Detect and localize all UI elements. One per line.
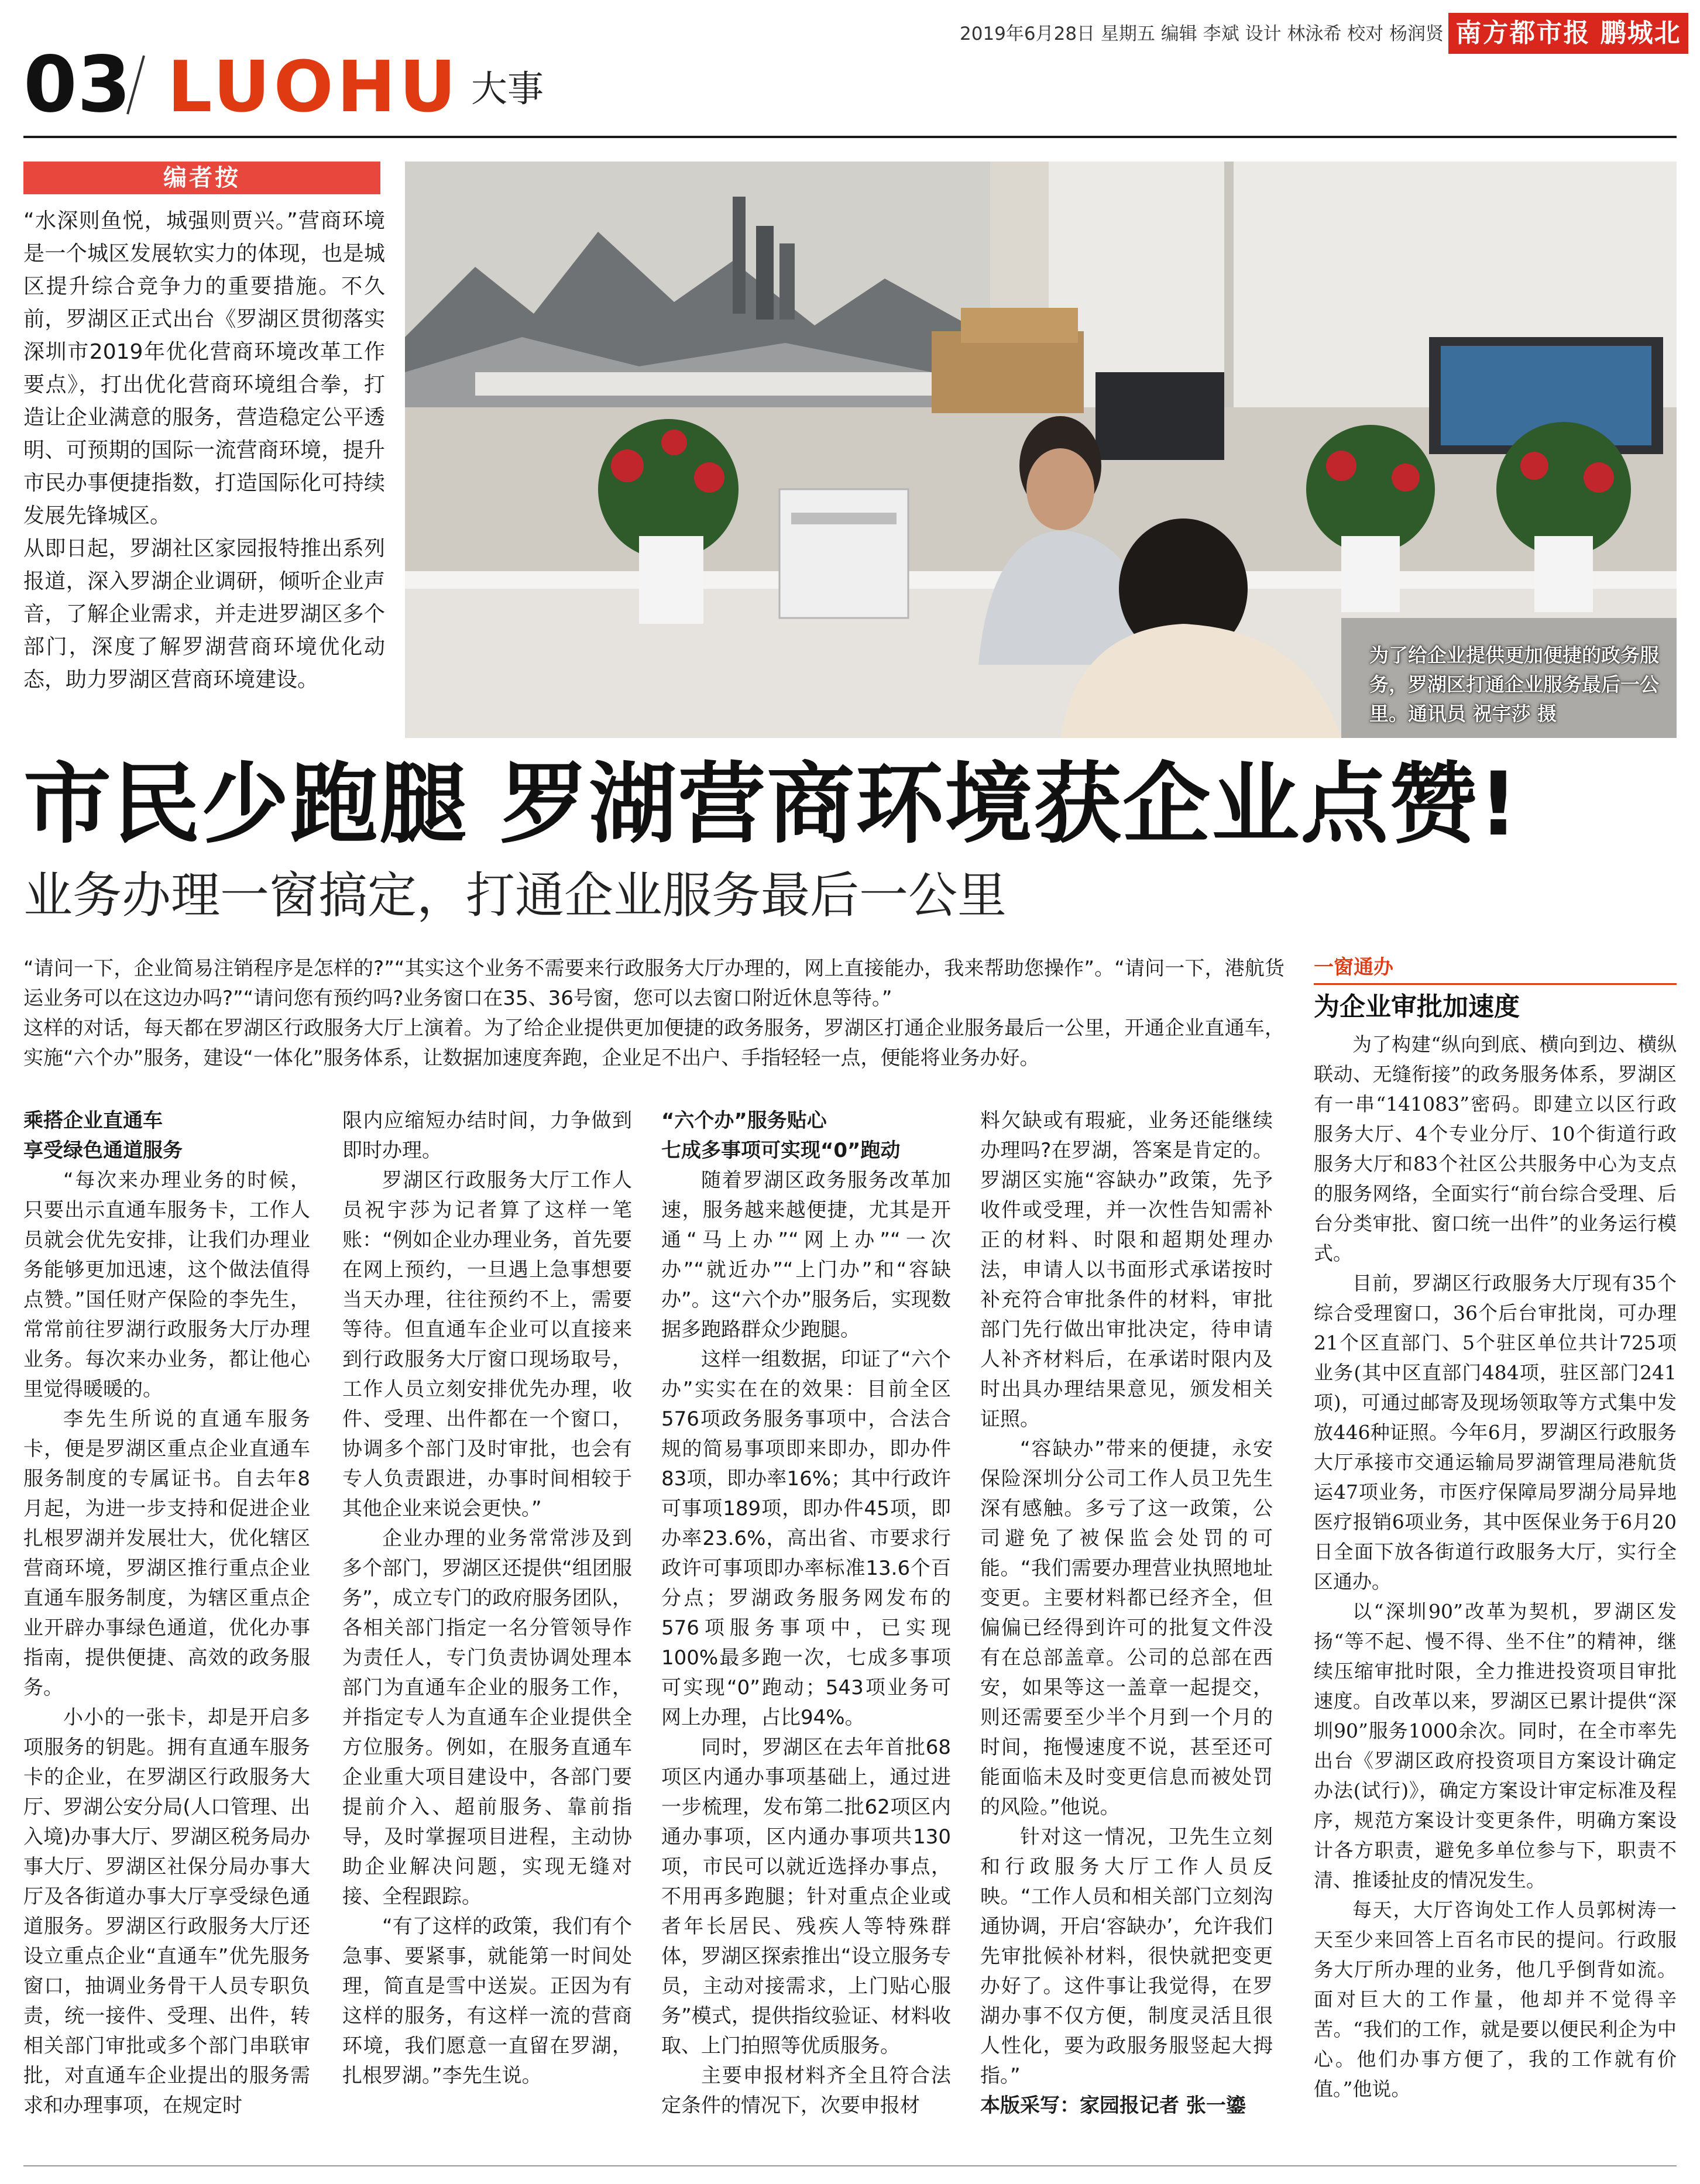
article-column-1 [23, 1106, 310, 2121]
section-heading: 乘搭企业直通车 [23, 1109, 163, 1132]
sidebar-body [1314, 1029, 1677, 2104]
sidebar-article [1314, 954, 1677, 2104]
subheadline: 业务办理一窗搞定，打通企业服务最后一公里 [23, 867, 1007, 924]
article-paragraph: “每次来办理业务的时候，只要出示直通车服务卡，工作人员就会优先安排，让我们办理业务能够更加迅速，这个做法值得点赞。”国任财产保险的李先生，常常前往罗湖行政服务大厅办理业务。每次来办业务，都让他心里觉得暖暖的。 [23, 1169, 310, 1401]
article-paragraph: 同时，罗湖区在去年首批68项区内通办事项基础上，通过进一步梳理，发布第二批62项区内通办事项，区内通办事项共130项，市民可以就近选择办事点，不用再多跑腿；针对重点企业或者年长居民、残疾人等特殊群体，罗湖区探索推出“设立服务专员，主动对接需求，上门贴心服务”模式，提供指纹验证、材料收取、上门拍照等优质服务。 [661, 1736, 951, 2058]
sidebar-tag: 一窗通办 [1314, 956, 1393, 979]
slash-divider [124, 50, 147, 120]
newspaper-logo: 南方都市报 鹏城北通 [1448, 13, 1688, 54]
footer-divider [23, 2165, 1677, 2166]
masthead-meta: 2019年6月28日 星期五 编辑 李斌 设计 林泳希 校对 杨润贤 [960, 23, 1444, 44]
article-paragraph: 随着罗湖区政务服务改革加速，服务越来越便捷，尤其是开通“马上办”“网上办”“一次办”“就近办”“上门办”和“容缺办”。这“六个办”服务后，实现数据多跑路群众少跑腿。 [661, 1169, 951, 1341]
article-paragraph: 企业办理的业务常常涉及到多个部门，罗湖区还提供“组团服务”，成立专门的政府服务团队，各相关部门指定一名分管领导作为责任人，专门负责协调处理本部门为直通车企业的服务工作，并指定专人为直通车企业提供全方位服务。例如，在服务直通车企业重大项目建设中，各部门要提前介入、超前服务、靠前指导，及时掌握项目进程，主动协助企业解决问题，实现无缝对接、全程跟踪。 [342, 1527, 632, 1908]
photo-caption: 为了给企业提供更加便捷的政务服务，罗湖区打通企业服务最后一公里。通讯员 祝宇莎 摄 [1369, 644, 1659, 725]
byline: 本版采写：家园报记者 张一鎏 [980, 2094, 1246, 2117]
section-heading: 七成多事项可实现“0”跑动 [661, 1139, 901, 1162]
section-heading: “六个办”服务贴心 [661, 1109, 827, 1132]
article-column-3 [661, 1106, 951, 2121]
lead-paragraph: 这样的对话，每天都在罗湖区行政服务大厅上演着。为了给企业提供更加便捷的政务服务，罗湖区打通企业服务最后一公里，开通企业直通车，实施“六个办”服务，建设“一体化”服务体系，让数据加速度奔跑，企业足不出户、手指轻轻一点，便能将业务办好。 [23, 1017, 1285, 1070]
editor-note-paragraph: 从即日起，罗湖社区家园报特推出系列报道，深入罗湖企业调研，倾听企业声音，了解企业需求，并走进罗湖区多个部门，深度了解罗湖营商环境优化动态，助力罗湖区营商环境建设。 [23, 537, 385, 692]
lead-paragraph: “请问一下，企业简易注销程序是怎样的?”“其实这个业务不需要来行政服务大厅办理的，网上直接能办，我来帮助您操作”。“请问一下，港航货运业务可以在这边办吗?”“请问您有预约吗?业务窗口在35、36号窗，您可以去窗口附近休息等待。” [23, 957, 1285, 1010]
article-paragraph: 料欠缺或有瑕疵，业务还能继续办理吗?在罗湖，答案是肯定的。罗湖区实施“容缺办”政策，先予收件或受理，并一次性告知需补正的材料、时限和超期处理办法，申请人以书面形式承诺按时补充符合审批条件的材料，审批部门先行做出审批决定，待申请人补齐材料后，在承诺时限内及时出具办理结果意见，颁发相关证照。 [980, 1109, 1273, 1431]
header-divider [23, 136, 1677, 138]
sidebar-paragraph: 目前，罗湖区行政服务大厅现有35个综合受理窗口，36个后台审批岗，可办理21个区直部门、5个驻区单位共计725项业务(其中区直部门484项，驻区部门241项)，可通过邮寄及现场领取等方式集中发放446种证照。今年6月，罗湖区行政服务大厅承接市交通运输局罗湖管理局港航货运47项业务，市医疗保障局罗湖分局异地医疗报销6项业务，其中医保业务于6月20日全面下放各街道行政服务大厅，实行全区通办。 [1314, 1272, 1677, 1593]
article-paragraph: 主要申报材料齐全且符合法定条件的情况下，次要申报材 [661, 2064, 951, 2117]
article-column-2 [342, 1106, 632, 2091]
article-column-4 [980, 1106, 1273, 2121]
section-title: LUOHU [167, 47, 460, 128]
article-paragraph: 小小的一张卡，却是开启多项服务的钥匙。拥有直通车服务卡的企业，在罗湖区行政服务大厅、罗湖公安分局(人口管理、出入境)办事大厅、罗湖区税务局办事大厅、罗湖区社保分局办事大厅及各街道办事大厅享受绿色通道服务。罗湖区行政服务大厅还设立重点企业“直通车”优先服务窗口，抽调业务骨干人员专职负责，统一接件、受理、出件，转相关部门审批或多个部门串联审批，对直通车企业提出的服务需求和办理事项，在规定时 [23, 1706, 310, 2117]
article-paragraph: “有了这样的政策，我们有个急事、要紧事，就能第一时间处理，简直是雪中送炭。正因为有这样的服务，有这样一流的营商环境，我们愿意一直留在罗湖，扎根罗湖。”李先生说。 [342, 1915, 632, 2087]
section-subtitle: 大事 [471, 67, 544, 110]
article-paragraph: 针对这一情况，卫先生立刻和行政服务大厅工作人员反映。“工作人员和相关部门立刻沟通协调，开启‘容缺办’，允许我们先审批候补材料，很快就把变更办好了。这件事让我觉得，在罗湖办事不仅方便，制度灵活且很人性化，要为政服务服竖起大拇指。” [980, 1825, 1273, 2087]
editor-note-paragraph: “水深则鱼悦，城强则贾兴。”营商环境是一个城区发展软实力的体现，也是城区提升综合竞争力的重要措施。不久前，罗湖区正式出台《罗湖区贯彻落实深圳市2019年优化营商环境改革工作要点》，打出优化营商环境组合拳，打造让企业满意的服务，营造稳定公平透明、可预期的国际一流营商环境，提升市民办事便捷指数，打造国际化可持续发展先锋城区。 [23, 209, 385, 528]
article-paragraph: 罗湖区行政服务大厅工作人员祝宇莎为记者算了这样一笔账：“例如企业办理业务，首先要在网上预约，一旦遇上急事想要当天办理，往往预约不上，需要等待。但直通车企业可以直接来到行政服务大厅窗口现场取号，工作人员立刻安排优先办理，收件、受理、出件都在一个窗口，协调多个部门及时审批，也会有专人负责跟进，办事时间相较于其他企业来说会更快。” [342, 1169, 632, 1520]
sidebar-paragraph: 为了构建“纵向到底、横向到边、横纵联动、无缝衔接”的政务服务体系，罗湖区有一串“141083”密码。即建立以区行政服务大厅、4个专业分厅、10个街道行政服务大厅和83个社区公共服务中心为支点的服务网络，全面实行“前台综合受理、后台分类审批、窗口统一出件”的业务运行模式。 [1314, 1033, 1677, 1265]
headline: 市民少跑腿 罗湖营商环境获企业点赞! [23, 754, 1520, 856]
sidebar-paragraph: 以“深圳90”改革为契机，罗湖区发扬“等不起、慢不得、坐不住”的精神，继续压缩审批时限，全力推进投资项目审批速度。自改革以来，罗湖区已累计提供“深圳90”服务1000余次。同时，在全市率先出台《罗湖区政府投资项目方案设计确定办法(试行)》，确定方案设计审定标准及程序，规范方案设计变更条件，明确方案设计各方职责，避免多单位参与下，职责不清、推诿扯皮的情况发生。 [1314, 1600, 1677, 1891]
sidebar-title: 为企业审批加速度 [1314, 992, 1520, 1022]
article-paragraph: “容缺办”带来的便捷，永安保险深圳分公司工作人员卫先生深有感触。多亏了这一政策，公司避免了被保监会处罚的可能。“我们需要办理营业执照地址变更。主要材料都已经齐全，但偏偏已经得到许可的批复文件没有在总部盖章。公司的总部在西安，如果等这一盖章一起提交，则还需要至少半个月到一个月的时间，拖慢速度不说，甚至还可能面临未及时变更信息而被处罚的风险。”他说。 [980, 1437, 1273, 1819]
article-lead [23, 954, 1285, 1073]
article-paragraph: 这样一组数据，印证了“六个办”实实在在的效果：目前全区576项政务服务事项中，合法合规的简易事项即来即办，即办件83项，即办率16%；其中行政许可事项189项，即办件45项，即办率23.6%，高出省、市要求行政许可事项即办率标准13.6个百分点；罗湖政务服务网发布的576项服务事项中，已实现100%最多跑一次，七成多事项可实现“0”跑动；543项业务可网上办理，占比94%。 [661, 1348, 951, 1729]
article-paragraph: 限内应缩短办结时间，力争做到即时办理。 [342, 1109, 632, 1162]
article-paragraph: 李先生所说的直通车服务卡，便是罗湖区重点企业直通车服务制度的专属证书。自去年8月起，为进一步支持和促进企业扎根罗湖并发展壮大，优化辖区营商环境，罗湖区推行重点企业直通车服务制度，为辖区重点企业开辟办事绿色通道，优化办事指南，提供便捷、高效的政务服务。 [23, 1407, 310, 1699]
section-heading: 享受绿色通道服务 [23, 1139, 183, 1162]
editor-note-tag: 编者按 [23, 162, 380, 194]
sidebar-paragraph: 每天，大厅咨询处工作人员郭树涛一天至少来回答上百名市民的提问。行政服务大厅所办理的业务，他几乎倒背如流。面对巨大的工作量，他却并不觉得辛苦。“我们的工作，就是要以便民利企为中心。他们办事方便了，我的工作就有价值。”他说。 [1314, 1898, 1677, 2100]
page-number: 03 [23, 40, 131, 130]
sidebar-tag-underline [1314, 983, 1677, 985]
editor-note [23, 205, 385, 737]
